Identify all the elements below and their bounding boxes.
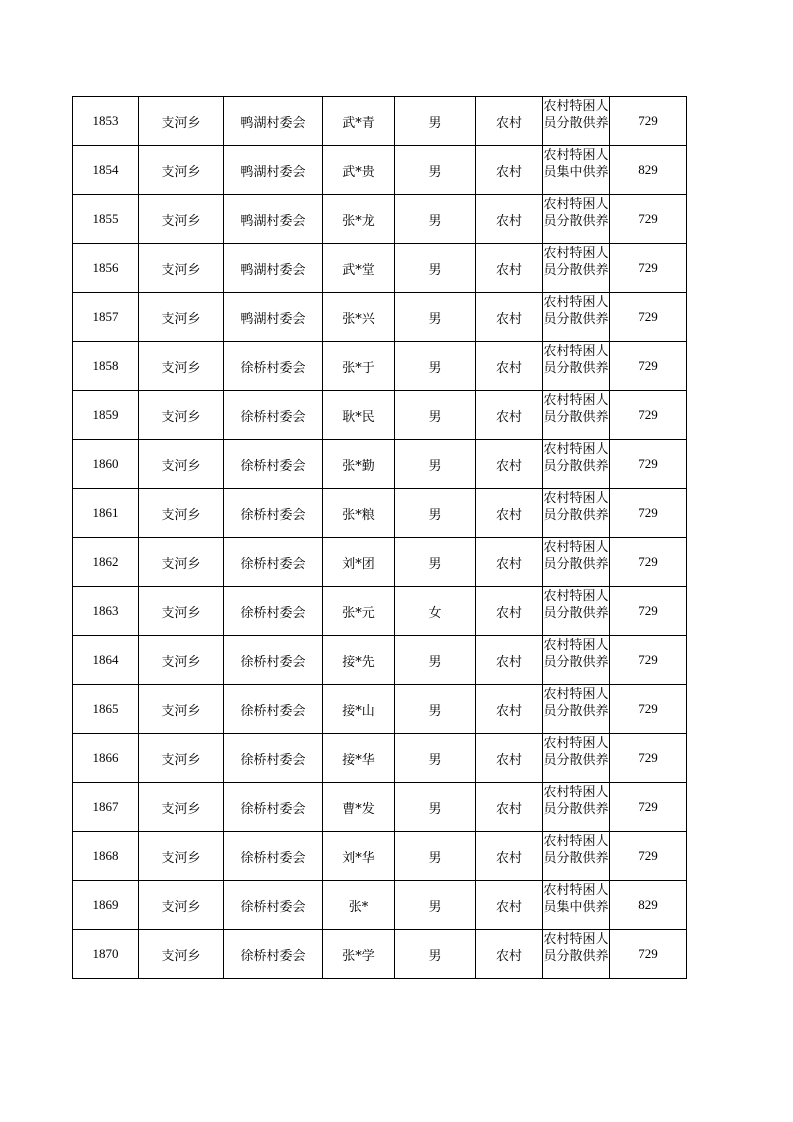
- cell-id: 1866: [73, 734, 139, 783]
- cell-area: 农村: [476, 244, 543, 293]
- category-text: 农村特困人员分散供养: [543, 834, 609, 866]
- cell-category: [543, 832, 610, 881]
- cell-area: 农村: [476, 293, 543, 342]
- cell-area: 农村: [476, 146, 543, 195]
- cell-area: 农村: [476, 930, 543, 979]
- cell-category: [543, 881, 610, 930]
- category-text: 农村特困人员分散供养: [543, 197, 609, 229]
- cell-gender: 男: [395, 881, 476, 930]
- cell-name: 耿*民: [323, 391, 395, 440]
- category-text: 农村特困人员分散供养: [543, 99, 609, 131]
- cell-area: 农村: [476, 195, 543, 244]
- cell-gender: 男: [395, 195, 476, 244]
- category-text: 农村特困人员分散供养: [543, 589, 609, 621]
- category-text: 农村特困人员分散供养: [543, 785, 609, 817]
- cell-village: 鸭湖村委会: [224, 293, 323, 342]
- cell-village: 鸭湖村委会: [224, 97, 323, 146]
- cell-category: [543, 244, 610, 293]
- cell-gender: 男: [395, 342, 476, 391]
- table-row: [73, 244, 687, 293]
- cell-amount: 729: [610, 685, 687, 734]
- cell-amount: 829: [610, 881, 687, 930]
- cell-gender: 男: [395, 636, 476, 685]
- cell-village: 鸭湖村委会: [224, 195, 323, 244]
- cell-village: 徐桥村委会: [224, 489, 323, 538]
- cell-area: 农村: [476, 685, 543, 734]
- table-row: [73, 489, 687, 538]
- cell-area: 农村: [476, 881, 543, 930]
- cell-gender: 男: [395, 489, 476, 538]
- cell-category: [543, 587, 610, 636]
- cell-gender: 男: [395, 97, 476, 146]
- cell-id: 1870: [73, 930, 139, 979]
- cell-id: 1867: [73, 783, 139, 832]
- cell-amount: 729: [610, 195, 687, 244]
- cell-village: 徐桥村委会: [224, 440, 323, 489]
- cell-id: 1856: [73, 244, 139, 293]
- category-text: 农村特困人员集中供养: [543, 148, 609, 180]
- cell-village: 徐桥村委会: [224, 538, 323, 587]
- cell-name: 张*勤: [323, 440, 395, 489]
- cell-town: 支河乡: [139, 195, 224, 244]
- category-text: 农村特困人员分散供养: [543, 638, 609, 670]
- cell-area: 农村: [476, 342, 543, 391]
- cell-name: 张*: [323, 881, 395, 930]
- cell-category: [543, 538, 610, 587]
- cell-name: 张*龙: [323, 195, 395, 244]
- cell-name: 张*学: [323, 930, 395, 979]
- table-row: [73, 636, 687, 685]
- cell-gender: 男: [395, 244, 476, 293]
- cell-gender: 男: [395, 440, 476, 489]
- cell-category: [543, 146, 610, 195]
- cell-town: 支河乡: [139, 685, 224, 734]
- cell-id: 1859: [73, 391, 139, 440]
- cell-town: 支河乡: [139, 930, 224, 979]
- table-row: [73, 587, 687, 636]
- cell-name: 张*粮: [323, 489, 395, 538]
- cell-village: 徐桥村委会: [224, 832, 323, 881]
- cell-amount: 729: [610, 832, 687, 881]
- cell-town: 支河乡: [139, 734, 224, 783]
- cell-town: 支河乡: [139, 244, 224, 293]
- cell-name: 接*先: [323, 636, 395, 685]
- cell-category: [543, 636, 610, 685]
- category-text: 农村特困人员分散供养: [543, 491, 609, 523]
- cell-town: 支河乡: [139, 636, 224, 685]
- table-row: [73, 685, 687, 734]
- cell-area: 农村: [476, 440, 543, 489]
- cell-gender: 男: [395, 293, 476, 342]
- cell-amount: 729: [610, 489, 687, 538]
- table-row: [73, 342, 687, 391]
- cell-gender: 男: [395, 538, 476, 587]
- cell-amount: 729: [610, 538, 687, 587]
- cell-gender: 男: [395, 391, 476, 440]
- table-row: [73, 440, 687, 489]
- cell-area: 农村: [476, 734, 543, 783]
- cell-amount: 729: [610, 636, 687, 685]
- cell-category: [543, 391, 610, 440]
- cell-village: 徐桥村委会: [224, 783, 323, 832]
- cell-name: 武*青: [323, 97, 395, 146]
- cell-area: 农村: [476, 587, 543, 636]
- cell-category: [543, 342, 610, 391]
- cell-area: 农村: [476, 97, 543, 146]
- cell-town: 支河乡: [139, 293, 224, 342]
- cell-village: 徐桥村委会: [224, 391, 323, 440]
- cell-name: 曹*发: [323, 783, 395, 832]
- cell-area: 农村: [476, 636, 543, 685]
- category-text: 农村特困人员分散供养: [543, 540, 609, 572]
- cell-town: 支河乡: [139, 587, 224, 636]
- category-text: 农村特困人员分散供养: [543, 932, 609, 964]
- cell-id: 1861: [73, 489, 139, 538]
- cell-amount: 729: [610, 391, 687, 440]
- cell-category: [543, 489, 610, 538]
- cell-gender: 女: [395, 587, 476, 636]
- table-row: [73, 832, 687, 881]
- category-text: 农村特困人员分散供养: [543, 393, 609, 425]
- cell-amount: 729: [610, 783, 687, 832]
- cell-town: 支河乡: [139, 440, 224, 489]
- cell-category: [543, 293, 610, 342]
- cell-gender: 男: [395, 930, 476, 979]
- cell-id: 1869: [73, 881, 139, 930]
- cell-village: 徐桥村委会: [224, 881, 323, 930]
- cell-gender: 男: [395, 734, 476, 783]
- cell-id: 1858: [73, 342, 139, 391]
- cell-village: 鸭湖村委会: [224, 146, 323, 195]
- table-row: [73, 538, 687, 587]
- cell-name: 武*贵: [323, 146, 395, 195]
- cell-id: 1854: [73, 146, 139, 195]
- table-row: [73, 195, 687, 244]
- cell-area: 农村: [476, 391, 543, 440]
- cell-amount: 729: [610, 930, 687, 979]
- table-row: [73, 881, 687, 930]
- table-body: [73, 97, 687, 979]
- cell-area: 农村: [476, 832, 543, 881]
- cell-amount: 829: [610, 146, 687, 195]
- cell-id: 1864: [73, 636, 139, 685]
- category-text: 农村特困人员集中供养: [543, 883, 609, 915]
- cell-village: 徐桥村委会: [224, 685, 323, 734]
- cell-name: 张*于: [323, 342, 395, 391]
- cell-gender: 男: [395, 685, 476, 734]
- cell-amount: 729: [610, 734, 687, 783]
- cell-id: 1855: [73, 195, 139, 244]
- cell-id: 1868: [73, 832, 139, 881]
- cell-town: 支河乡: [139, 146, 224, 195]
- category-text: 农村特困人员分散供养: [543, 295, 609, 327]
- cell-town: 支河乡: [139, 881, 224, 930]
- cell-gender: 男: [395, 783, 476, 832]
- cell-town: 支河乡: [139, 538, 224, 587]
- cell-name: 接*山: [323, 685, 395, 734]
- table-row: [73, 293, 687, 342]
- cell-village: 鸭湖村委会: [224, 244, 323, 293]
- cell-name: 刘*华: [323, 832, 395, 881]
- table-row: [73, 783, 687, 832]
- cell-category: [543, 930, 610, 979]
- cell-area: 农村: [476, 538, 543, 587]
- table-row: [73, 930, 687, 979]
- cell-id: 1853: [73, 97, 139, 146]
- cell-name: 张*元: [323, 587, 395, 636]
- cell-category: [543, 685, 610, 734]
- cell-village: 徐桥村委会: [224, 587, 323, 636]
- cell-village: 徐桥村委会: [224, 930, 323, 979]
- cell-town: 支河乡: [139, 97, 224, 146]
- cell-area: 农村: [476, 783, 543, 832]
- cell-name: 武*堂: [323, 244, 395, 293]
- cell-id: 1860: [73, 440, 139, 489]
- cell-amount: 729: [610, 342, 687, 391]
- cell-category: [543, 195, 610, 244]
- cell-amount: 729: [610, 244, 687, 293]
- cell-category: [543, 734, 610, 783]
- cell-town: 支河乡: [139, 342, 224, 391]
- table-row: [73, 97, 687, 146]
- cell-category: [543, 440, 610, 489]
- category-text: 农村特困人员分散供养: [543, 246, 609, 278]
- table-row: [73, 391, 687, 440]
- cell-amount: 729: [610, 440, 687, 489]
- cell-amount: 729: [610, 293, 687, 342]
- cell-village: 徐桥村委会: [224, 342, 323, 391]
- cell-amount: 729: [610, 97, 687, 146]
- table-row: [73, 146, 687, 195]
- beneficiary-table: [72, 96, 687, 979]
- category-text: 农村特困人员分散供养: [543, 736, 609, 768]
- cell-gender: 男: [395, 146, 476, 195]
- cell-id: 1857: [73, 293, 139, 342]
- category-text: 农村特困人员分散供养: [543, 687, 609, 719]
- cell-town: 支河乡: [139, 391, 224, 440]
- cell-area: 农村: [476, 489, 543, 538]
- category-text: 农村特困人员分散供养: [543, 442, 609, 474]
- cell-village: 徐桥村委会: [224, 734, 323, 783]
- table-row: [73, 734, 687, 783]
- cell-name: 刘*团: [323, 538, 395, 587]
- cell-id: 1865: [73, 685, 139, 734]
- cell-amount: 729: [610, 587, 687, 636]
- cell-gender: 男: [395, 832, 476, 881]
- cell-id: 1862: [73, 538, 139, 587]
- cell-id: 1863: [73, 587, 139, 636]
- cell-name: 接*华: [323, 734, 395, 783]
- cell-town: 支河乡: [139, 832, 224, 881]
- cell-town: 支河乡: [139, 489, 224, 538]
- cell-village: 徐桥村委会: [224, 636, 323, 685]
- cell-town: 支河乡: [139, 783, 224, 832]
- cell-category: [543, 783, 610, 832]
- cell-name: 张*兴: [323, 293, 395, 342]
- cell-category: [543, 97, 610, 146]
- category-text: 农村特困人员分散供养: [543, 344, 609, 376]
